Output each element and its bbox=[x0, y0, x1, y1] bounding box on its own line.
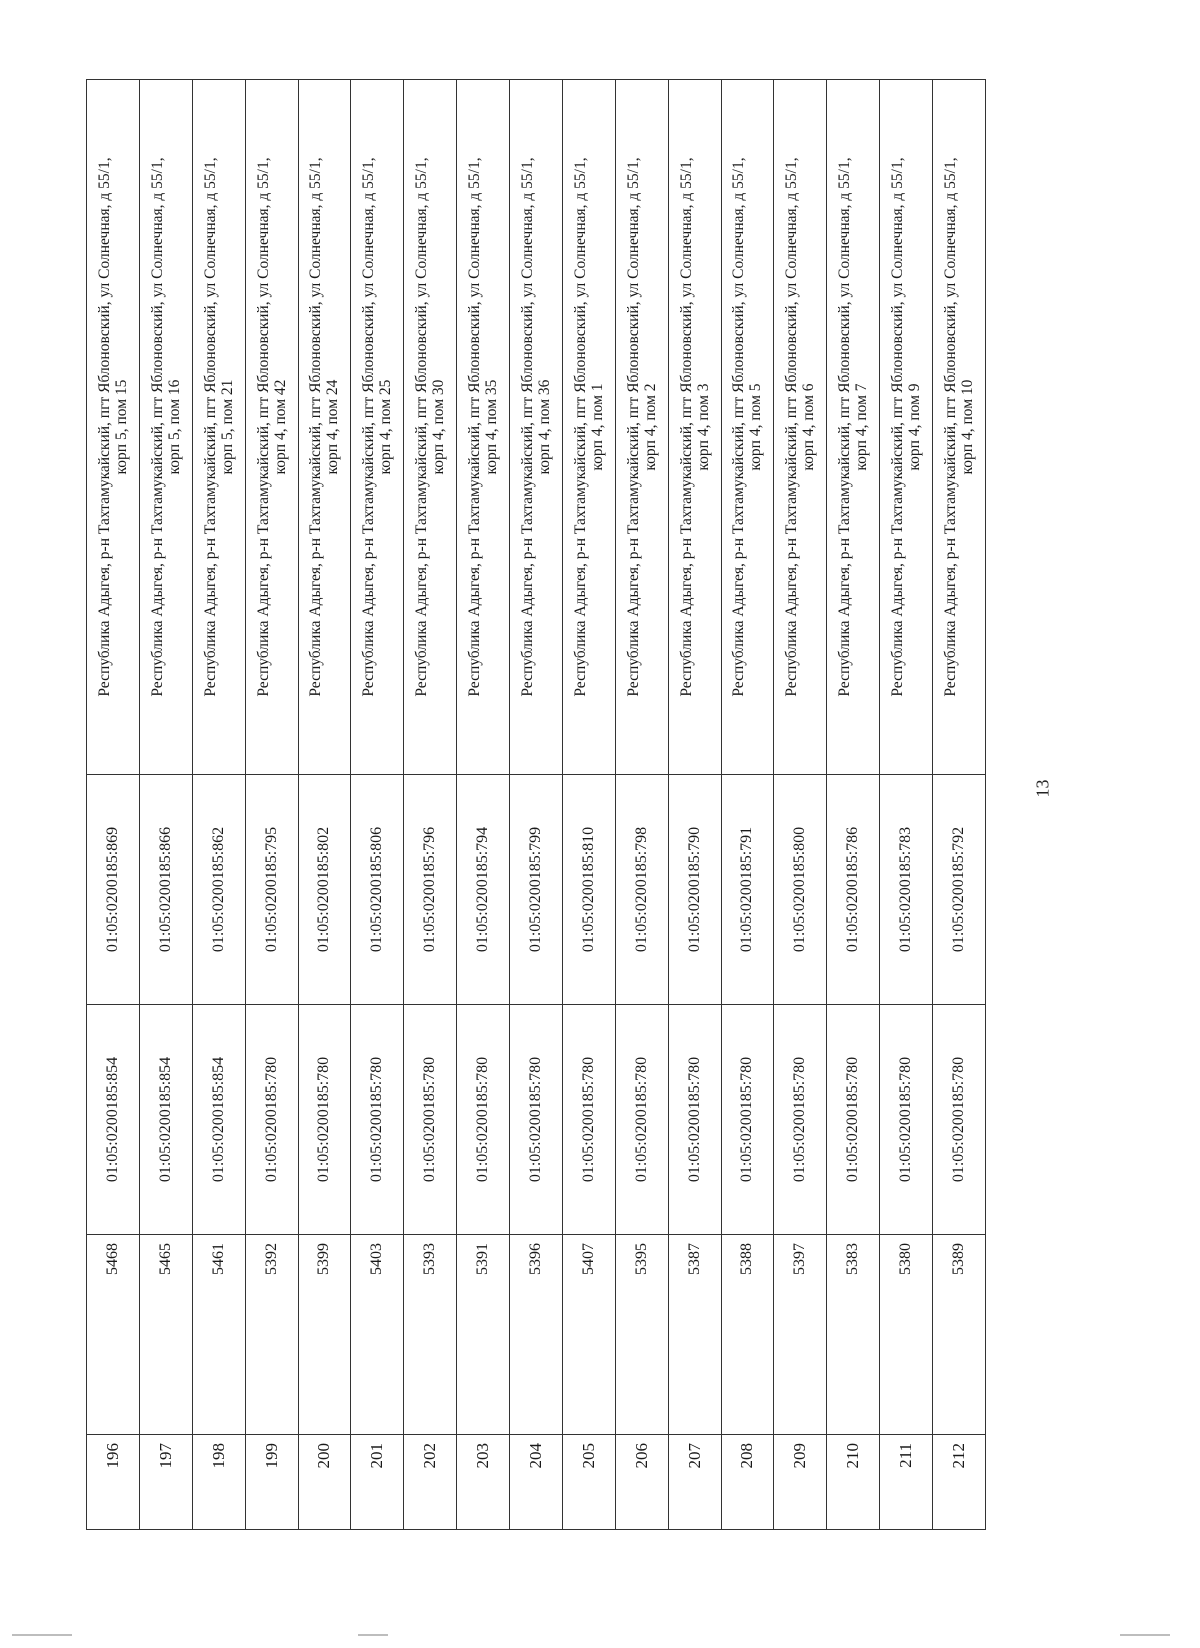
address-line-2: корп 4, пом 5 bbox=[747, 383, 765, 471]
registry-table bbox=[86, 79, 986, 1530]
parent-cadastral-number-cell: 01:05:0200185:780 bbox=[510, 1005, 563, 1235]
page-number: 13 bbox=[1032, 779, 1053, 798]
row-number-cell: 198 bbox=[192, 1435, 245, 1530]
object-id-cell: 5465 bbox=[139, 1235, 192, 1435]
cadastral-number-cell: 01:05:0200185:862 bbox=[192, 775, 245, 1005]
address-cell bbox=[404, 80, 457, 775]
cadastral-number-cell: 01:05:0200185:806 bbox=[351, 775, 404, 1005]
address-line-2: корп 4, пом 9 bbox=[906, 383, 924, 471]
row-number-cell: 205 bbox=[562, 1435, 615, 1530]
table-row bbox=[457, 80, 510, 1530]
row-number-cell: 211 bbox=[880, 1435, 933, 1530]
address-line-1: Республика Адыгея, р-н Тахтамукайский, пгт Яблоновский, ул Солнечная, д 55/1, bbox=[730, 157, 748, 697]
cadastral-number-cell: 01:05:0200185:795 bbox=[245, 775, 298, 1005]
address-line-2: корп 5, пом 15 bbox=[112, 379, 130, 475]
table-row bbox=[245, 80, 298, 1530]
address-cell bbox=[298, 80, 351, 775]
table-row bbox=[192, 80, 245, 1530]
scan-artifact bbox=[1120, 1634, 1170, 1636]
address-line-1: Республика Адыгея, р-н Тахтамукайский, пгт Яблоновский, ул Солнечная, д 55/1, bbox=[413, 157, 431, 697]
object-id-cell: 5461 bbox=[192, 1235, 245, 1435]
address-line-1: Республика Адыгея, р-н Тахтамукайский, пгт Яблоновский, ул Солнечная, д 55/1, bbox=[360, 157, 378, 697]
address-line-1: Республика Адыгея, р-н Тахтамукайский, пгт Яблоновский, ул Солнечная, д 55/1, bbox=[466, 157, 484, 697]
object-id-cell: 5383 bbox=[827, 1235, 880, 1435]
table-row bbox=[668, 80, 721, 1530]
cadastral-number-cell: 01:05:0200185:792 bbox=[933, 775, 986, 1005]
parent-cadastral-number-cell: 01:05:0200185:780 bbox=[721, 1005, 774, 1235]
row-number-cell: 200 bbox=[298, 1435, 351, 1530]
parent-cadastral-number-cell: 01:05:0200185:780 bbox=[933, 1005, 986, 1235]
address-line-1: Республика Адыгея, р-н Тахтамукайский, пгт Яблоновский, ул Солнечная, д 55/1, bbox=[942, 157, 959, 697]
address-line-2: корп 4, пом 7 bbox=[853, 383, 871, 471]
parent-cadastral-number-cell: 01:05:0200185:780 bbox=[668, 1005, 721, 1235]
object-id-cell: 5396 bbox=[510, 1235, 563, 1435]
row-number-cell: 206 bbox=[615, 1435, 668, 1530]
address-line-1: Республика Адыгея, р-н Тахтамукайский, пгт Яблоновский, ул Солнечная, д 55/1, bbox=[836, 157, 854, 697]
row-number-cell: 207 bbox=[668, 1435, 721, 1530]
row-number-cell: 210 bbox=[827, 1435, 880, 1530]
parent-cadastral-number-cell: 01:05:0200185:780 bbox=[457, 1005, 510, 1235]
parent-cadastral-number-cell: 01:05:0200185:780 bbox=[298, 1005, 351, 1235]
cadastral-number-cell: 01:05:0200185:796 bbox=[404, 775, 457, 1005]
cadastral-number-cell: 01:05:0200185:783 bbox=[880, 775, 933, 1005]
address-line-2: корп 4, пом 6 bbox=[800, 383, 818, 471]
address-cell bbox=[933, 80, 986, 775]
cadastral-number-cell: 01:05:0200185:790 bbox=[668, 775, 721, 1005]
address-line-2: корп 5, пом 16 bbox=[165, 379, 183, 475]
table-row bbox=[298, 80, 351, 1530]
table-row bbox=[880, 80, 933, 1530]
address-line-2: корп 4, пом 24 bbox=[324, 379, 342, 475]
object-id-cell: 5387 bbox=[668, 1235, 721, 1435]
address-cell bbox=[880, 80, 933, 775]
parent-cadastral-number-cell: 01:05:0200185:854 bbox=[87, 1005, 140, 1235]
table-container bbox=[86, 80, 986, 1530]
scan-artifact bbox=[358, 1634, 388, 1636]
object-id-cell: 5391 bbox=[457, 1235, 510, 1435]
cadastral-number-cell: 01:05:0200185:866 bbox=[139, 775, 192, 1005]
address-line-1: Республика Адыгея, р-н Тахтамукайский, пгт Яблоновский, ул Солнечная, д 55/1, bbox=[518, 157, 536, 697]
cadastral-number-cell: 01:05:0200185:786 bbox=[827, 775, 880, 1005]
row-number-cell: 212 bbox=[933, 1435, 986, 1530]
address-line-2: корп 5, пом 21 bbox=[218, 379, 236, 475]
address-cell bbox=[721, 80, 774, 775]
table-row bbox=[404, 80, 457, 1530]
parent-cadastral-number-cell: 01:05:0200185:780 bbox=[880, 1005, 933, 1235]
object-id-cell: 5397 bbox=[774, 1235, 827, 1435]
address-line-1: Республика Адыгея, р-н Тахтамукайский, пгт Яблоновский, ул Солнечная, д 55/1, bbox=[571, 157, 589, 697]
address-line-2: корп 4, пом 25 bbox=[377, 379, 395, 475]
registry-table-body bbox=[87, 80, 986, 1530]
address-line-2: корп 4, пом 1 bbox=[588, 383, 606, 471]
parent-cadastral-number-cell: 01:05:0200185:780 bbox=[245, 1005, 298, 1235]
table-row bbox=[721, 80, 774, 1530]
object-id-cell: 5407 bbox=[562, 1235, 615, 1435]
address-cell bbox=[192, 80, 245, 775]
address-cell bbox=[87, 80, 140, 775]
address-line-2: корп 4, пом 10 bbox=[959, 379, 976, 475]
object-id-cell: 5388 bbox=[721, 1235, 774, 1435]
cadastral-number-cell: 01:05:0200185:798 bbox=[615, 775, 668, 1005]
parent-cadastral-number-cell: 01:05:0200185:780 bbox=[351, 1005, 404, 1235]
table-row bbox=[510, 80, 563, 1530]
address-line-1: Республика Адыгея, р-н Тахтамукайский, пгт Яблоновский, ул Солнечная, д 55/1, bbox=[254, 157, 272, 697]
parent-cadastral-number-cell: 01:05:0200185:854 bbox=[192, 1005, 245, 1235]
object-id-cell: 5393 bbox=[404, 1235, 457, 1435]
object-id-cell: 5399 bbox=[298, 1235, 351, 1435]
row-number-cell: 197 bbox=[139, 1435, 192, 1530]
row-number-cell: 199 bbox=[245, 1435, 298, 1530]
cadastral-number-cell: 01:05:0200185:869 bbox=[87, 775, 140, 1005]
row-number-cell: 196 bbox=[87, 1435, 140, 1530]
cadastral-number-cell: 01:05:0200185:794 bbox=[457, 775, 510, 1005]
address-line-2: корп 4, пом 35 bbox=[483, 379, 501, 475]
cadastral-number-cell: 01:05:0200185:810 bbox=[562, 775, 615, 1005]
address-cell bbox=[827, 80, 880, 775]
address-line-1: Республика Адыгея, р-н Тахтамукайский, пгт Яблоновский, ул Солнечная, д 55/1, bbox=[148, 157, 166, 697]
table-row bbox=[933, 80, 986, 1530]
address-line-2: корп 4, пом 30 bbox=[430, 379, 448, 475]
address-line-1: Республика Адыгея, р-н Тахтамукайский, пгт Яблоновский, ул Солнечная, д 55/1, bbox=[624, 157, 642, 697]
address-cell bbox=[562, 80, 615, 775]
parent-cadastral-number-cell: 01:05:0200185:780 bbox=[562, 1005, 615, 1235]
row-number-cell: 201 bbox=[351, 1435, 404, 1530]
address-cell bbox=[615, 80, 668, 775]
object-id-cell: 5380 bbox=[880, 1235, 933, 1435]
parent-cadastral-number-cell: 01:05:0200185:780 bbox=[404, 1005, 457, 1235]
parent-cadastral-number-cell: 01:05:0200185:780 bbox=[774, 1005, 827, 1235]
table-row bbox=[562, 80, 615, 1530]
row-number-cell: 203 bbox=[457, 1435, 510, 1530]
address-cell bbox=[351, 80, 404, 775]
address-line-2: корп 4, пом 36 bbox=[535, 379, 553, 475]
address-line-2: корп 4, пом 3 bbox=[694, 383, 712, 471]
address-line-1: Республика Адыгея, р-н Тахтамукайский, пгт Яблоновский, ул Солнечная, д 55/1, bbox=[307, 157, 325, 697]
object-id-cell: 5395 bbox=[615, 1235, 668, 1435]
parent-cadastral-number-cell: 01:05:0200185:780 bbox=[827, 1005, 880, 1235]
rotated-table-frame bbox=[86, 80, 986, 1530]
table-row bbox=[351, 80, 404, 1530]
address-line-1: Республика Адыгея, р-н Тахтамукайский, пгт Яблоновский, ул Солнечная, д 55/1, bbox=[677, 157, 695, 697]
scan-artifact bbox=[12, 1634, 72, 1636]
row-number-cell: 209 bbox=[774, 1435, 827, 1530]
address-line-2: корп 4, пом 2 bbox=[641, 383, 659, 471]
address-line-1: Республика Адыгея, р-н Тахтамукайский, пгт Яблоновский, ул Солнечная, д 55/1, bbox=[889, 157, 907, 697]
address-cell bbox=[668, 80, 721, 775]
cadastral-number-cell: 01:05:0200185:799 bbox=[510, 775, 563, 1005]
table-row bbox=[827, 80, 880, 1530]
address-line-1: Республика Адыгея, р-н Тахтамукайский, пгт Яблоновский, ул Солнечная, д 55/1, bbox=[95, 157, 113, 697]
address-cell bbox=[510, 80, 563, 775]
address-line-1: Республика Адыгея, р-н Тахтамукайский, пгт Яблоновский, ул Солнечная, д 55/1, bbox=[783, 157, 801, 697]
address-line-1: Республика Адыгея, р-н Тахтамукайский, пгт Яблоновский, ул Солнечная, д 55/1, bbox=[201, 157, 219, 697]
row-number-cell: 204 bbox=[510, 1435, 563, 1530]
cadastral-number-cell: 01:05:0200185:802 bbox=[298, 775, 351, 1005]
table-row bbox=[774, 80, 827, 1530]
row-number-cell: 208 bbox=[721, 1435, 774, 1530]
parent-cadastral-number-cell: 01:05:0200185:780 bbox=[615, 1005, 668, 1235]
address-cell bbox=[457, 80, 510, 775]
object-id-cell: 5403 bbox=[351, 1235, 404, 1435]
address-cell bbox=[245, 80, 298, 775]
parent-cadastral-number-cell: 01:05:0200185:854 bbox=[139, 1005, 192, 1235]
object-id-cell: 5468 bbox=[87, 1235, 140, 1435]
cadastral-number-cell: 01:05:0200185:791 bbox=[721, 775, 774, 1005]
object-id-cell: 5392 bbox=[245, 1235, 298, 1435]
object-id-cell: 5389 bbox=[933, 1235, 986, 1435]
table-row bbox=[139, 80, 192, 1530]
address-line-2: корп 4, пом 42 bbox=[271, 379, 289, 475]
table-row bbox=[87, 80, 140, 1530]
cadastral-number-cell: 01:05:0200185:800 bbox=[774, 775, 827, 1005]
row-number-cell: 202 bbox=[404, 1435, 457, 1530]
table-row bbox=[615, 80, 668, 1530]
address-cell bbox=[139, 80, 192, 775]
address-cell bbox=[774, 80, 827, 775]
